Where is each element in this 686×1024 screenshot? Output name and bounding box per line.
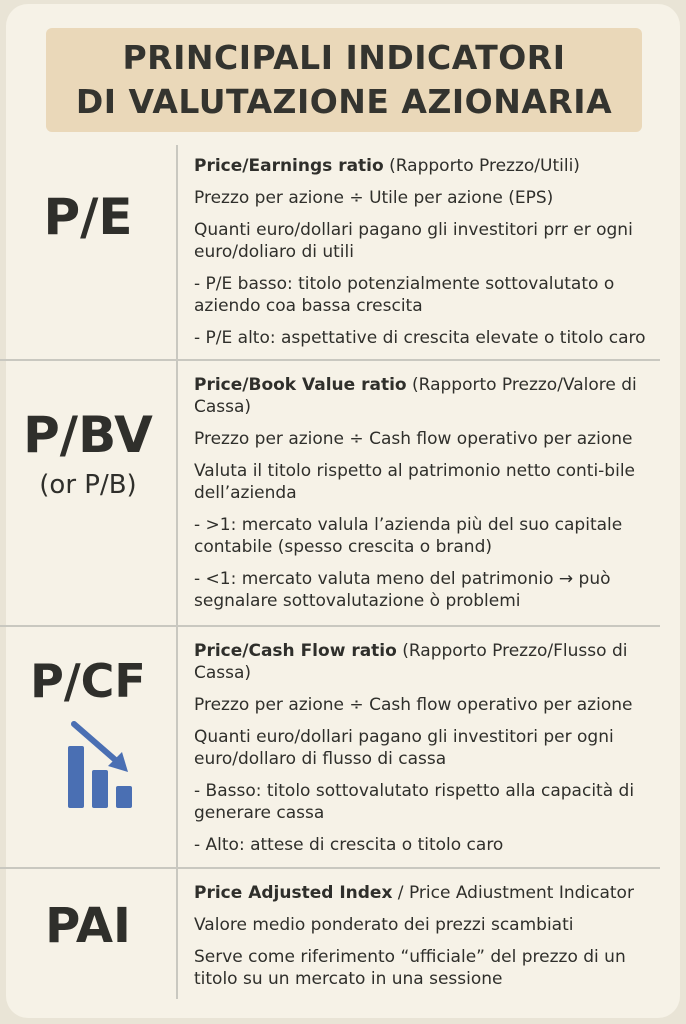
- indicator-name: [194, 640, 664, 684]
- column-divider: [176, 869, 178, 999]
- point-below-one: - <1: mercato valuta meno del patrimonio → può segnalare sottovalutazione ò problemi: [194, 569, 611, 611]
- formula: Valore medio ponderato dei prezzi scambiati: [194, 915, 574, 935]
- title-line-2: DI VALUTAZIONE AZIONARIA: [75, 82, 613, 121]
- section-divider: [0, 867, 660, 869]
- abbr-pe: P/E: [43, 188, 133, 246]
- section-divider: [0, 625, 660, 627]
- content-pe: [194, 155, 664, 359]
- declining-bar-chart-icon: [62, 720, 140, 812]
- indicator-name-rest: (Rapporto Prezzo/Utili): [383, 156, 580, 176]
- indicator-name-bold: Price Adjusted Index: [194, 883, 393, 903]
- indicator-name-bold: Price/Cash Flow ratio: [194, 641, 397, 661]
- icon-bar: [92, 770, 108, 808]
- point-high: - P/E alto: aspettative di crescita elevate o titolo caro: [194, 328, 646, 348]
- description: Quanti euro/dollari pagano gli investitori per ogni euro/dollaro di flusso di cassa: [194, 727, 614, 769]
- description: Quanti euro/dollari pagano gli investitori prr er ogni euro/doliaro di utili: [194, 220, 633, 262]
- content-pcf: [194, 640, 664, 866]
- indicator-name-bold: Price/Book Value ratio: [194, 375, 407, 395]
- content-pbv: [194, 374, 664, 622]
- column-divider: [176, 145, 178, 359]
- abbr-pbv-sub: (or P/B): [39, 470, 137, 500]
- section-divider: [0, 359, 660, 361]
- abbr-pbv: P/BV: [23, 406, 153, 464]
- title-banner: [46, 28, 642, 132]
- formula: Prezzo per azione ÷ Cash flow operativo per azione: [194, 429, 633, 449]
- indicator-name-rest: (Rapporto Prezzo/Valore di Cassa): [194, 375, 637, 417]
- abbr-pai: PAI: [45, 898, 131, 954]
- indicator-name: [194, 882, 664, 904]
- indicator-name-bold: Price/Earnings ratio: [194, 156, 384, 176]
- indicator-name: [194, 155, 664, 177]
- description: Serve come riferimento “ufficiale” del prezzo di un titolo su un mercato in una sessione: [194, 947, 626, 989]
- column-divider: [176, 361, 178, 625]
- content-pai: [194, 882, 664, 1000]
- point-low: - Basso: titolo sottovalutato rispetto alla capacità di generare cassa: [194, 781, 635, 823]
- title-line-1: PRINCIPALI INDICATORI: [122, 38, 566, 77]
- description: Valuta il titolo rispetto al patrimonio netto conti-bile dell’azienda: [194, 461, 636, 503]
- point-above-one: - >1: mercato valula l’azienda più del suo capitale contabile (spesso crescita o brand): [194, 515, 623, 557]
- abbr-pcf: P/CF: [30, 654, 146, 708]
- icon-bar: [116, 786, 132, 808]
- point-low: - P/E basso: titolo potenzialmente sottovalutato o aziendo coa bassa crescita: [194, 274, 615, 316]
- indicator-name-rest: (Rapporto Prezzo/Flusso di Cassa): [194, 641, 628, 683]
- icon-bar: [68, 746, 84, 808]
- formula: Prezzo per azione ÷ Cash flow operativo per azione: [194, 695, 633, 715]
- indicator-name: [194, 374, 664, 418]
- formula: Prezzo per azione ÷ Utile per azione (EPS): [194, 188, 554, 208]
- point-high: - Alto: attese di crescita o titolo caro: [194, 835, 504, 855]
- column-divider: [176, 627, 178, 867]
- indicator-name-rest: / Price Adiustment Indicator: [392, 883, 634, 903]
